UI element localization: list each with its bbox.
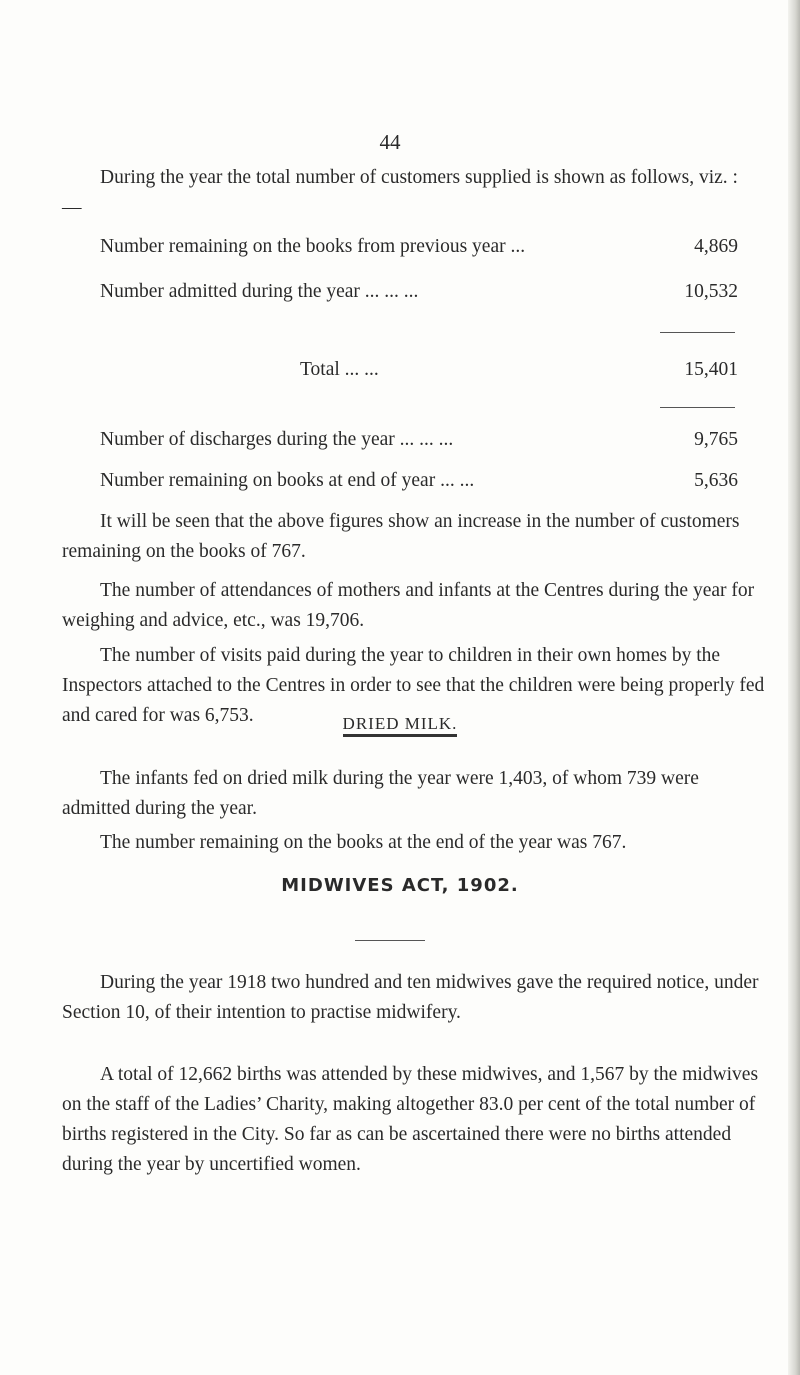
figure-value: 15,401 bbox=[684, 359, 738, 380]
figure-value: 4,869 bbox=[694, 236, 738, 257]
figure-row-admitted bbox=[100, 277, 740, 307]
figure-row-total bbox=[100, 355, 740, 385]
figure-label: Number remaining on the books from previous year ... bbox=[100, 236, 526, 257]
dried-milk-heading-text: DRIED MILK. bbox=[343, 714, 458, 737]
figure-row-discharges bbox=[100, 425, 740, 455]
page-number: 44 bbox=[379, 130, 401, 154]
midwives-notice-paragraph: During the year 1918 two hundred and ten midwives gave the required notice, under Section 10, of their intention to practise midwifery. bbox=[62, 972, 759, 1023]
figure-row-remaining-end bbox=[100, 466, 740, 496]
section-divider bbox=[355, 940, 425, 941]
figure-value: 10,532 bbox=[684, 281, 738, 302]
figure-label: Number remaining on books at end of year ... ... bbox=[100, 470, 475, 491]
sum-rule bbox=[660, 332, 735, 333]
sum-rule bbox=[660, 407, 735, 408]
figure-row-remaining-previous bbox=[100, 232, 740, 262]
midwives-act-heading: MIDWIVES ACT, 1902. bbox=[281, 875, 519, 896]
increase-paragraph: It will be seen that the above figures show an increase in the number of customers remaining on the books of 767. bbox=[62, 511, 740, 562]
visits-paragraph: The number of visits paid during the year to children in their own homes by the Inspectors attached to the Centres in order to see that the children were being properly fed and cared for was 6,753. bbox=[62, 645, 765, 726]
figure-label: Number admitted during the year ... ... ... bbox=[100, 281, 419, 302]
midwives-births-paragraph: A total of 12,662 births was attended by these midwives, and 1,567 by the midwives on the staff of the Ladies’ Charity, making altogether 83.0 per cent of the total number of births registered in the City. So far as can be ascertained there were no births attended during the year by uncertified women. bbox=[62, 1064, 759, 1175]
figure-label: Number of discharges during the year ... ... ... bbox=[100, 429, 454, 450]
dried-milk-fed-paragraph: The infants fed on dried milk during the year were 1,403, of whom 739 were admitted during the year. bbox=[62, 768, 699, 819]
dried-milk-heading bbox=[0, 714, 800, 734]
figure-value: 5,636 bbox=[694, 470, 738, 491]
figure-value: 9,765 bbox=[694, 429, 738, 450]
intro-paragraph: During the year the total number of customers supplied is shown as follows, viz. : — bbox=[62, 167, 738, 218]
attendances-paragraph: The number of attendances of mothers and infants at the Centres during the year for weighing and advice, etc., was 19,706. bbox=[62, 580, 755, 631]
page-edge bbox=[788, 0, 800, 1375]
figure-label: Total ... ... bbox=[300, 359, 379, 380]
dried-milk-remaining-paragraph: The number remaining on the books at the end of the year was 767. bbox=[100, 832, 627, 853]
